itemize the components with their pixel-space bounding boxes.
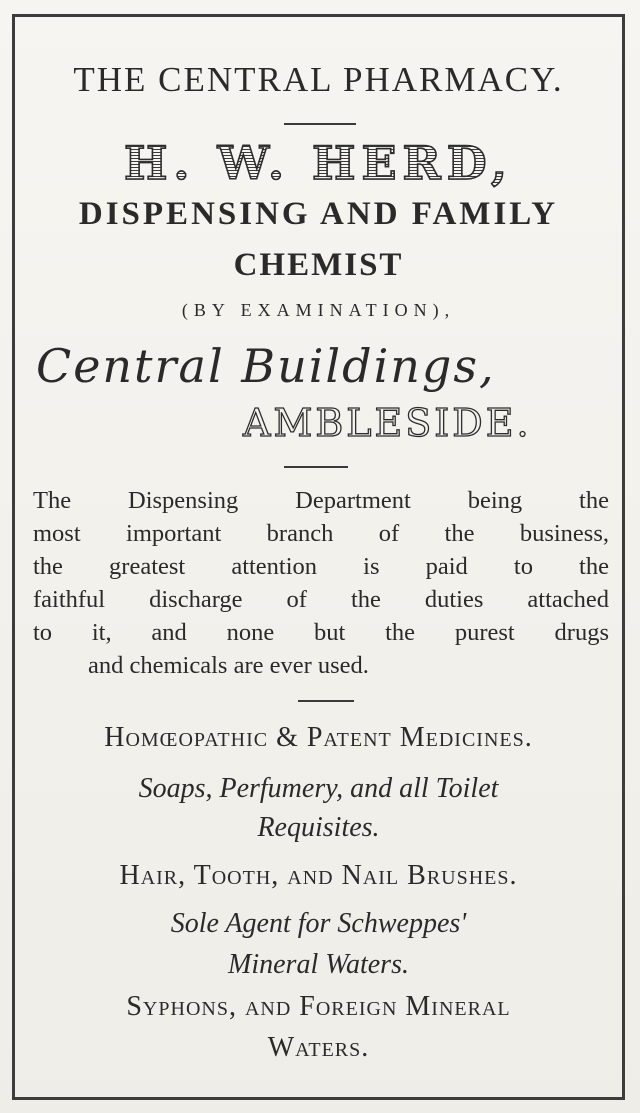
paragraph-line: faithful discharge of the duties attached xyxy=(33,586,609,613)
paragraph-line: The Dispensing Department being the xyxy=(33,487,609,514)
proprietor-name: H. W. HERD, xyxy=(12,140,625,186)
town: AMBLESIDE. xyxy=(243,401,532,445)
item-medicines: Homœopathic & Patent Medicines. xyxy=(104,722,533,753)
item-brushes: Hair, Tooth, and Nail Brushes. xyxy=(119,860,518,891)
item-syphons: Syphons, and Foreign Mineral xyxy=(126,991,511,1022)
item-syphons-cont: Waters. xyxy=(267,1032,370,1063)
address: Central Buildings, xyxy=(36,339,496,393)
pharmacy-title: THE CENTRAL PHARMACY. xyxy=(73,60,564,99)
paragraph-line: to it, and none but the purest drugs xyxy=(33,619,609,646)
trade-line-1: DISPENSING AND FAMILY xyxy=(78,196,559,232)
item-soaps: Soaps, Perfumery, and all Toilet xyxy=(138,773,499,804)
item-soaps-cont: Requisites. xyxy=(257,812,380,843)
divider-rule xyxy=(298,700,354,702)
trade-line-2: CHEMIST xyxy=(233,247,404,283)
divider-rule xyxy=(284,466,348,468)
paragraph-line: the greatest attention is paid to the xyxy=(33,553,609,580)
divider-rule xyxy=(284,123,356,125)
item-agent-cont: Mineral Waters. xyxy=(228,949,409,980)
paragraph-line: and chemicals are ever used. xyxy=(88,652,369,679)
paragraph-line: most important branch of the business, xyxy=(33,520,609,547)
qualification: (BY EXAMINATION), xyxy=(181,300,456,320)
item-agent: Sole Agent for Schweppes' xyxy=(170,908,467,939)
